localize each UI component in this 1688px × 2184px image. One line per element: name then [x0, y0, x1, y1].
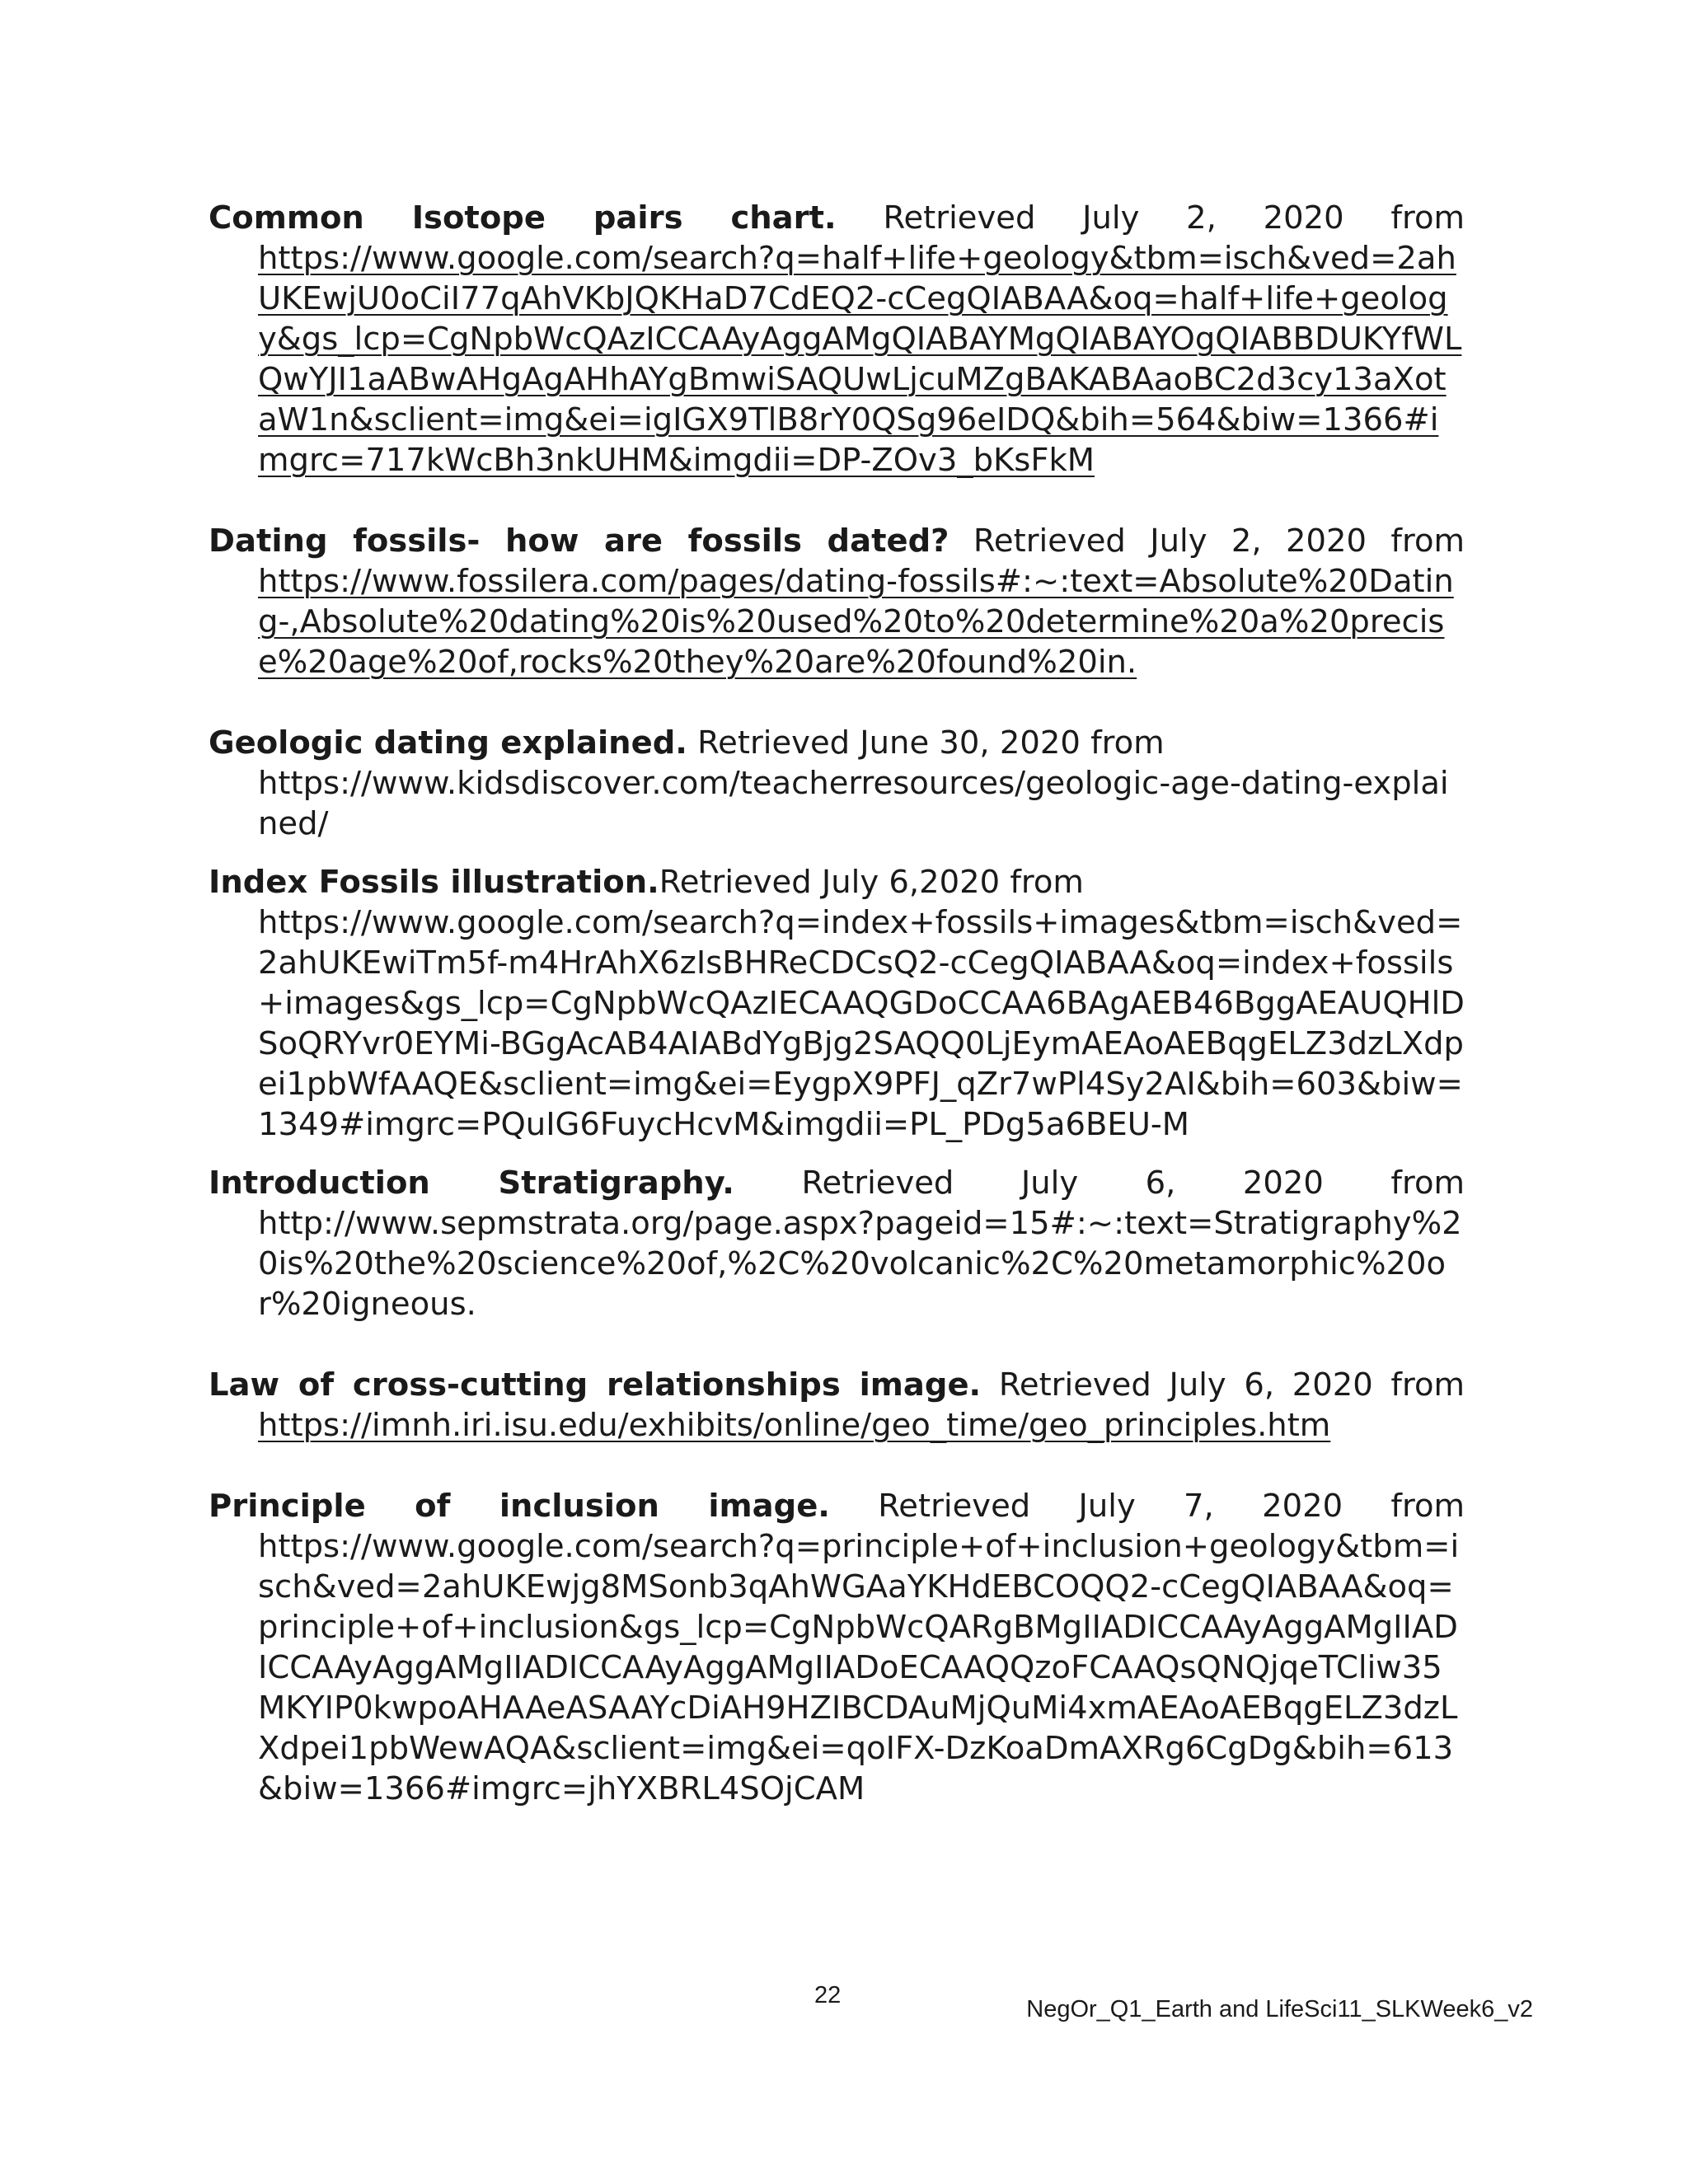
- reference-entry: [209, 521, 1465, 682]
- reference-retrieved: Retrieved July 2, 2020 from: [883, 199, 1465, 237]
- reference-entry: [209, 198, 1465, 480]
- page-number: 22: [814, 1982, 842, 2008]
- reference-title: Dating fossils- how are fossils dated?: [209, 523, 950, 560]
- reference-title: Introduction Stratigraphy.: [209, 1165, 734, 1202]
- reference-url: https://www.kidsdiscover.com/teacherresources/geologic-age-dating-explained/: [258, 765, 1449, 842]
- reference-title: Law of cross-cutting relationships image.: [209, 1366, 982, 1404]
- reference-retrieved: Retrieved July 6, 2020 from: [801, 1165, 1465, 1202]
- reference-link[interactable]: https://imnh.iri.isu.edu/exhibits/online/geo_time/geo_principles.htm: [258, 1407, 1331, 1444]
- reference-link[interactable]: https://www.fossilera.com/pages/dating-fossils#:~:text=Absolute%20Dating-,Absolute%20dating%20is%20used%20to%20determine%20a%20precise%20age%20of,rocks%20they%20are%20found%20in.: [258, 563, 1454, 681]
- reference-lead: [209, 862, 1465, 902]
- reference-link[interactable]: https://www.google.com/search?q=half+life+geology&tbm=isch&ved=2ahUKEwjU0oCiI77qAhVKbJQKHaD7CdEQ2-cCegQIABAA&oq=half+life+geology&gs_lcp=CgNpbWcQAzICCAAyAggAMgQIABAYMgQIABAYOgQIABBDUKYfWLQwYJI1aABwAHgAgAHhAYgBmwiSAQUwLjcuMZgBAKABAaoBC2d3cy13aXotaW1n&sclient=img&ei=igIGX9TlB8rY0QSg96eIDQ&bih=564&biw=1366#imgrc=717kWcBh3nkUHM&imgdii=DP-ZOv3_bKsFkM: [258, 240, 1462, 479]
- reference-entry: [209, 1365, 1465, 1446]
- reference-url: http://www.sepmstrata.org/page.aspx?pageid=15#:~:text=Stratigraphy%20is%20the%20science%20of,%2C%20volcanic%2C%20metamorphic%20or%20igneous.: [258, 1205, 1462, 1323]
- reference-retrieved: Retrieved July 6,2020 from: [659, 864, 1084, 901]
- reference-entry: [209, 1163, 1465, 1324]
- reference-retrieved: Retrieved July 2, 2020 from: [973, 523, 1465, 560]
- reference-lead: [209, 1163, 1465, 1203]
- reference-entry: [209, 723, 1465, 844]
- reference-retrieved: Retrieved July 7, 2020 from: [878, 1488, 1465, 1525]
- reference-retrieved: Retrieved June 30, 2020 from: [697, 724, 1165, 762]
- reference-retrieved: Retrieved July 6, 2020 from: [998, 1366, 1465, 1404]
- reference-list: [209, 198, 1465, 1809]
- reference-lead: [209, 1365, 1465, 1405]
- reference-lead: [209, 723, 1465, 763]
- reference-entry: [209, 1486, 1465, 1809]
- reference-title: Geologic dating explained.: [209, 724, 687, 762]
- reference-url: https://www.google.com/search?q=principle+of+inclusion+geology&tbm=isch&ved=2ahUKEwjg8MSonb3qAhWGAaYKHdEBCOQQ2-cCegQIABAA&oq=principle+of+inclusion&gs_lcp=CgNpbWcQARgBMgIIADICCAAyAggAMgIIADICCAAyAggAMgIIADICCAAyAggAMgIIADoECAAQQzoFCAAQsQNQjqeTCliw35MKYIP0kwpoAHAAeASAAYcDiAH9HZIBCDAuMjQuMi4xmAEAoAEBqgELZ3dzLXdpei1pbWewAQA&sclient=img&ei=qoIFX-DzKoaDmAXRg6CgDg&bih=613&biw=1366#imgrc=jhYXBRL4SOjCAM: [258, 1528, 1460, 1807]
- reference-entry: [209, 862, 1465, 1145]
- reference-lead: [209, 521, 1465, 561]
- reference-lead: [209, 198, 1465, 238]
- reference-lead: [209, 1486, 1465, 1526]
- reference-title: Common Isotope pairs chart.: [209, 199, 837, 237]
- reference-title: Principle of inclusion image.: [209, 1488, 830, 1525]
- reference-url: https://www.google.com/search?q=index+fossils+images&tbm=isch&ved=2ahUKEwiTm5f-m4HrAhX6zIsBHReCDCsQ2-cCegQIABAA&oq=index+fossils+images&gs_lcp=CgNpbWcQAzIECAAQGDoCCAA6BAgAEB46BggAEAUQHlDSoQRYvr0EYMi-BGgAcAB4AIABdYgBjg2SAQQ0LjEymAEAoAEBqgELZ3dzLXdpei1pbWfAAQE&sclient=img&ei=EygpX9PFJ_qZr7wPl4Sy2AI&bih=603&biw=1349#imgrc=PQuIG6FuycHcvM&imgdii=PL_PDg5a6BEU-M: [258, 904, 1465, 1143]
- document-code: NegOr_Q1_Earth and LifeSci11_SLKWeek6_v2: [1026, 1996, 1533, 2022]
- reference-title: Index Fossils illustration.: [209, 864, 659, 901]
